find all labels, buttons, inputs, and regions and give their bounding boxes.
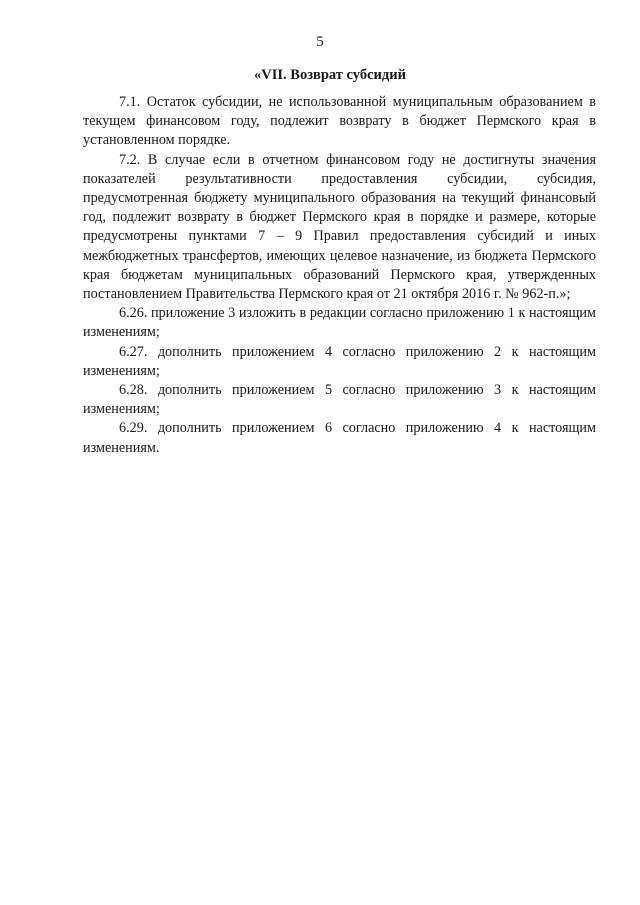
page-number: 5 — [316, 34, 324, 50]
paragraph-6-27: 6.27. дополнить приложением 4 согласно приложению 2 к настоящим изменениям; — [83, 343, 596, 379]
paragraph-7-1: 7.1. Остаток субсидии, не использованной муниципальным образованием в текущем финансовом году, подлежит возврату в бюджет Пермского края в установленном порядке. — [83, 94, 596, 149]
paragraph-7-2: 7.2. В случае если в отчетном финансовом году не достигнуты значения показателей результативности предоставления субсидии, субсидия, предусмотренная бюджету муниципального образования на текущий финансовый год, подлежит возврату в бюджет Пермского края в порядке и размере, которые предусмотрены пунктами 7 – 9 Правил предоставления субсидий и иных межбюджетных трансфертов, имеющих целевое назначение, из бюджета Пермского края бюджетам муниципальных образований Пермского края, утвержденных постановлением Правительства Пермского края от 21 октября 2016 г. № 962-п.»; — [83, 151, 596, 303]
paragraph-6-26: 6.26. приложение 3 изложить в редакции согласно приложению 1 к настоящим изменениям; — [83, 305, 596, 341]
paragraph-6-28: 6.28. дополнить приложением 5 согласно приложению 3 к настоящим изменениям; — [83, 382, 596, 418]
section-title: «VII. Возврат субсидий — [254, 67, 406, 83]
paragraph-6-29: 6.29. дополнить приложением 6 согласно приложению 4 к настоящим изменениям. — [83, 420, 596, 456]
document-body — [83, 93, 596, 458]
